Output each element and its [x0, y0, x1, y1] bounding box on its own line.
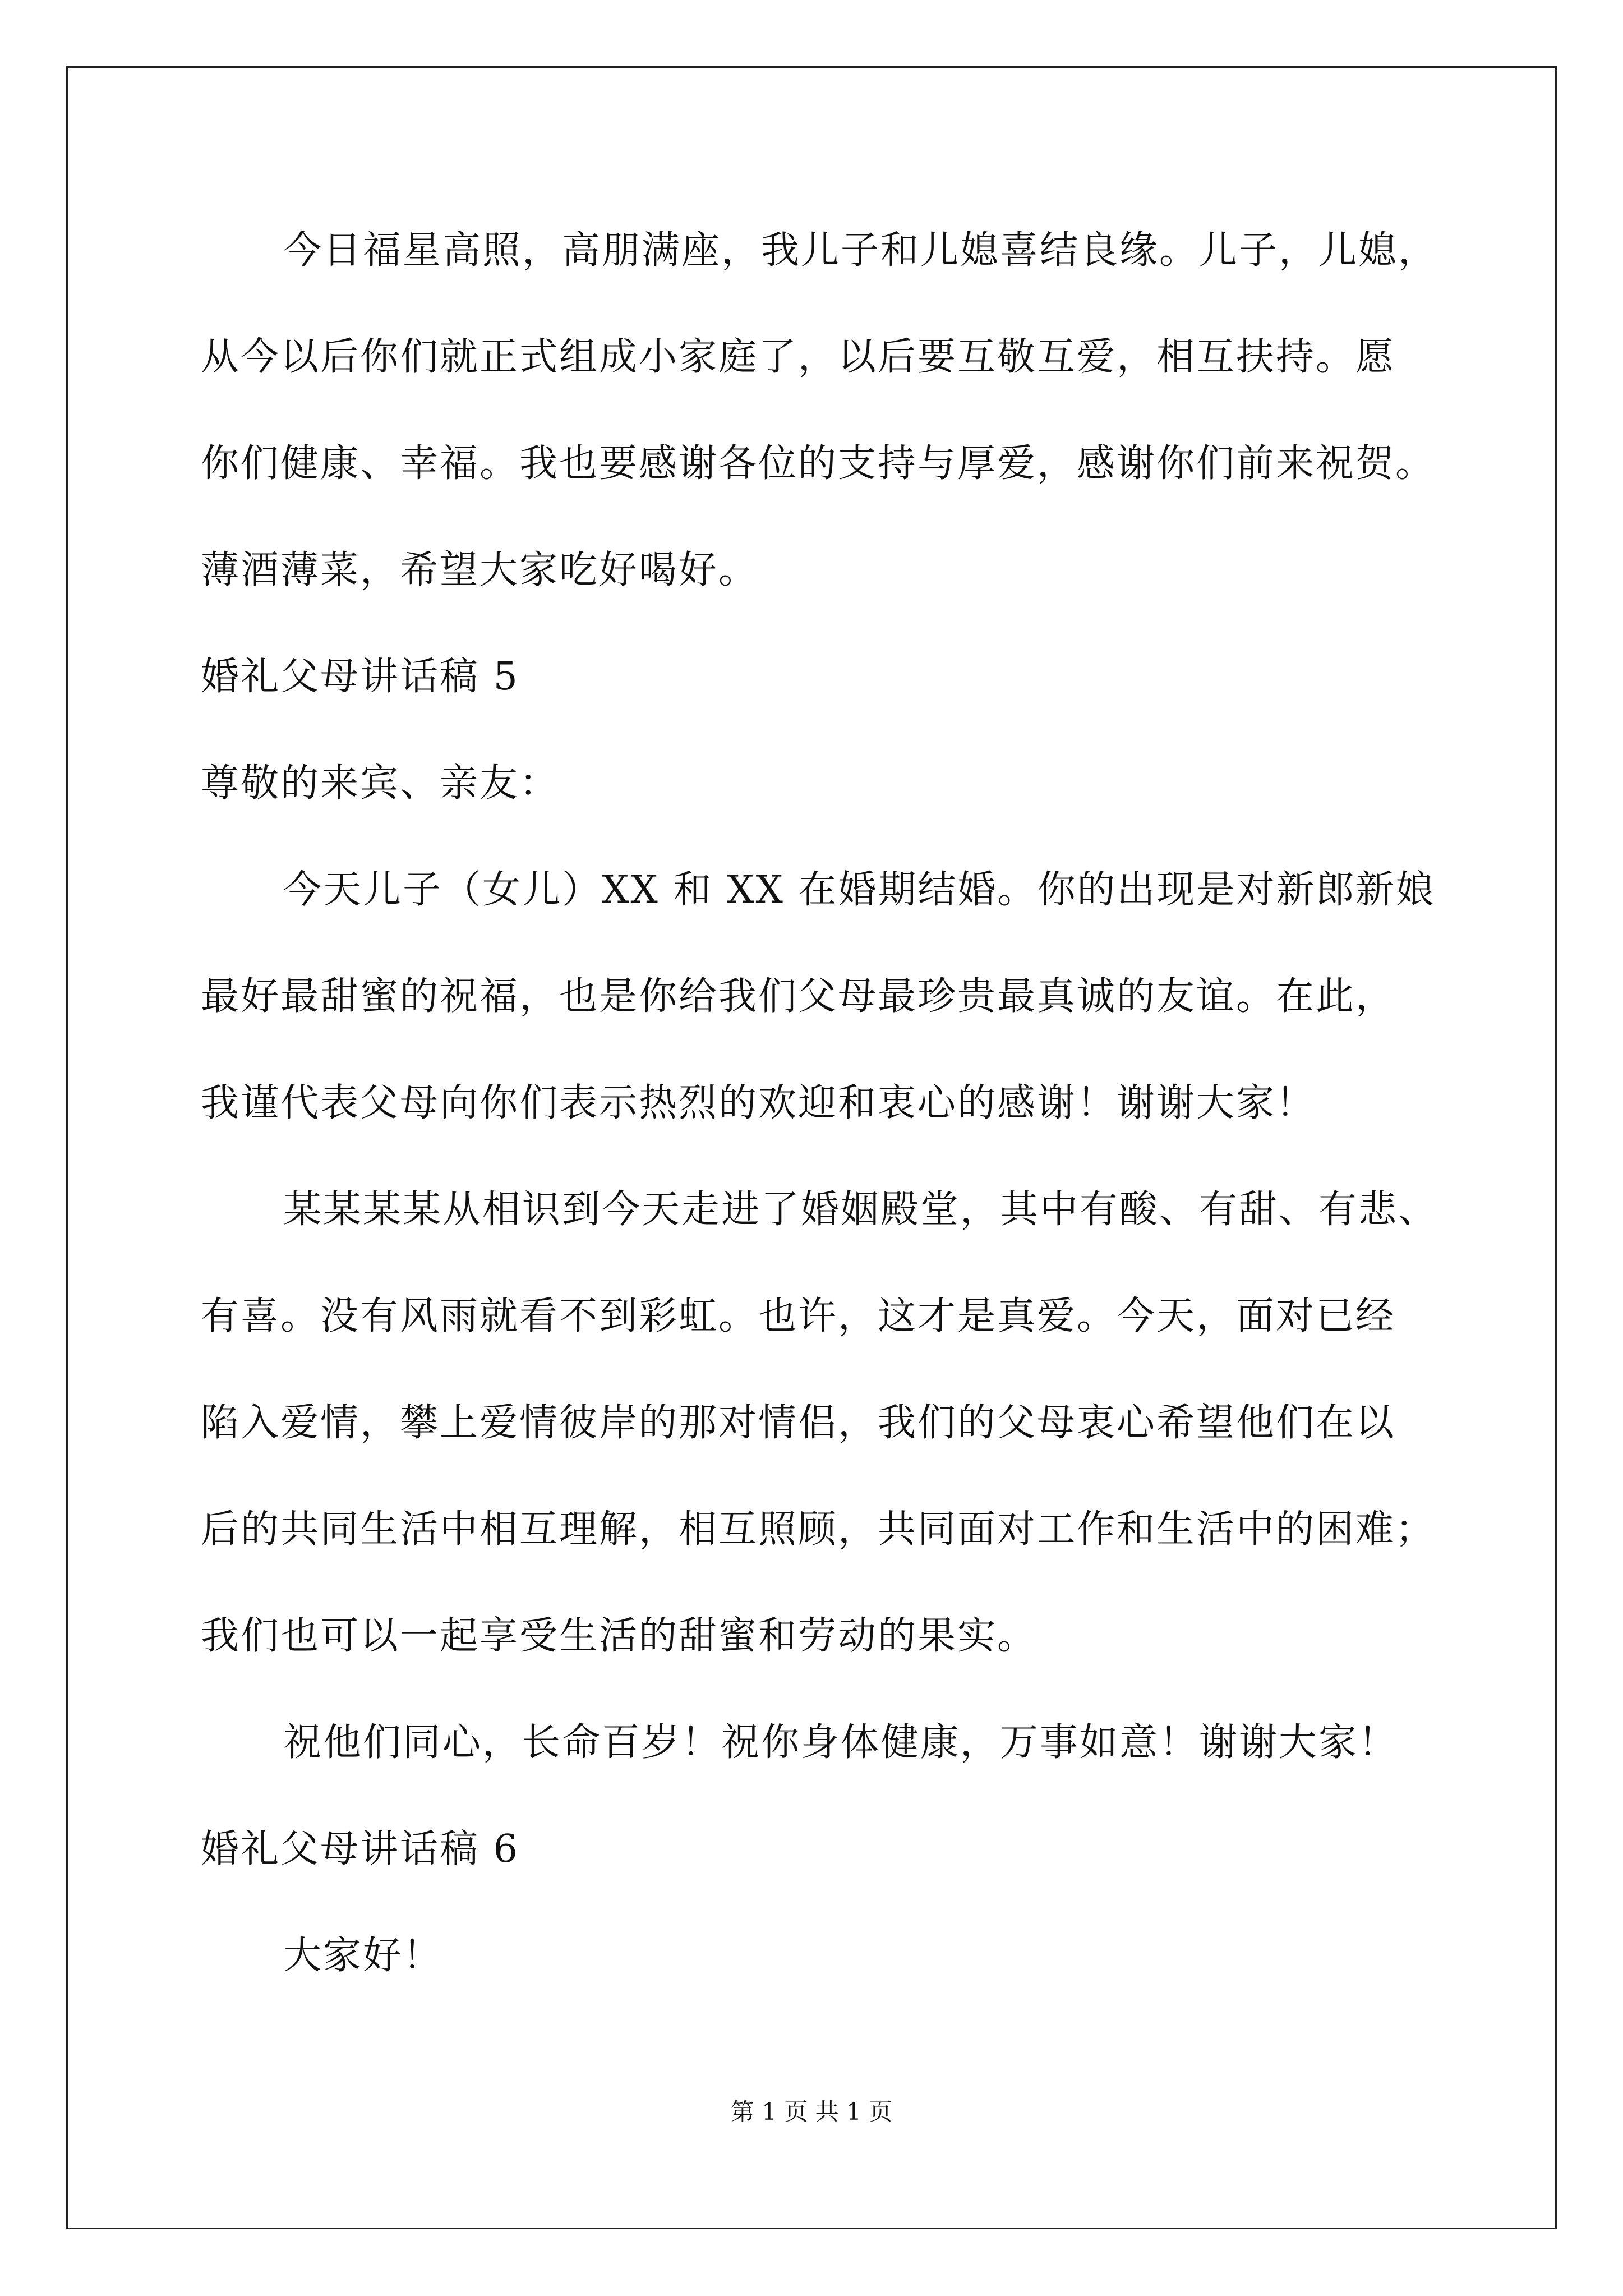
paragraph-line: 某某某某从相识到今天走进了婚姻殿堂，其中有酸、有甜、有悲、	[283, 1188, 1438, 1232]
page-border	[66, 66, 1557, 2229]
paragraph-line: 我谨代表父母向你们表示热烈的欢迎和衷心的感谢！谢谢大家！	[201, 1081, 1316, 1125]
paragraph-line: 陷入爱情，攀上爱情彼岸的那对情侣，我们的父母衷心希望他们在以	[201, 1401, 1396, 1445]
salutation: 尊敬的来宾、亲友：	[201, 761, 560, 806]
paragraph-line: 今天儿子（女儿）XX 和 XX 在婚期结婚。你的出现是对新郎新娘	[283, 868, 1436, 912]
section-heading: 婚礼父母讲话稿 5	[201, 655, 519, 699]
paragraph-line: 从今以后你们就正式组成小家庭了，以后要互敬互爱，相互扶持。愿	[201, 335, 1396, 379]
paragraph-line: 后的共同生活中相互理解，相互照顾，共同面对工作和生活中的困难；	[201, 1507, 1436, 1552]
section-heading: 婚礼父母讲话稿 6	[201, 1827, 519, 1871]
paragraph-line: 有喜。没有风雨就看不到彩虹。也许，这才是真爱。今天，面对已经	[201, 1294, 1396, 1338]
paragraph-line: 今日福星高照，高朋满座，我儿子和儿媳喜结良缘。儿子，儿媳，	[283, 228, 1438, 273]
paragraph-line: 我们也可以一起享受生活的甜蜜和劳动的果实。	[201, 1614, 1038, 1658]
paragraph-line: 最好最甜蜜的祝福，也是你给我们父母最珍贵最真诚的友谊。在此，	[201, 974, 1396, 1019]
page-footer: 第 1 页 共 1 页	[730, 2098, 893, 2125]
paragraph-line: 薄酒薄菜，希望大家吃好喝好。	[201, 548, 759, 592]
paragraph-line: 你们健康、幸福。我也要感谢各位的支持与厚爱，感谢你们前来祝贺。	[201, 441, 1436, 486]
greeting: 大家好！	[283, 1934, 443, 1978]
paragraph-line: 祝他们同心，长命百岁！祝你身体健康，万事如意！谢谢大家！	[283, 1720, 1399, 1765]
